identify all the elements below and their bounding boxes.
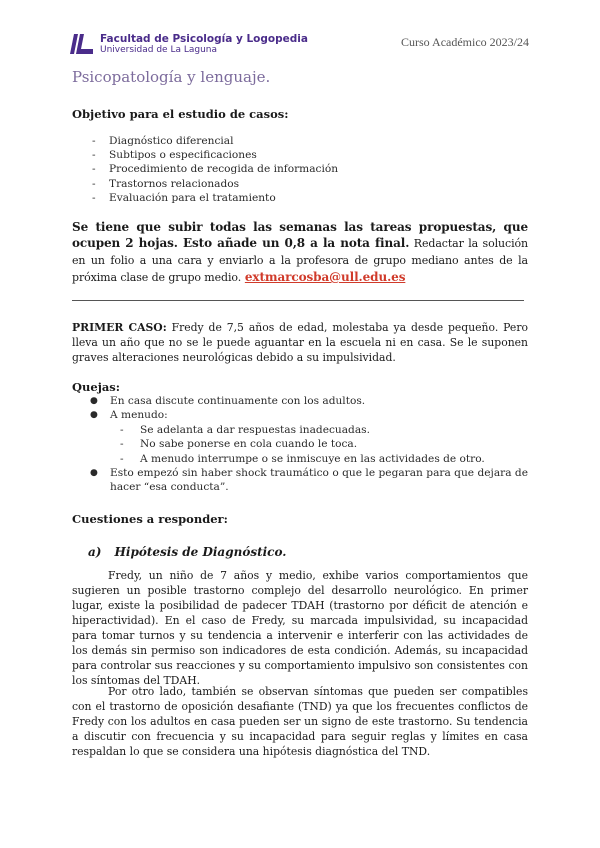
list-item: - Diagnóstico diferencial xyxy=(92,134,512,148)
course-year: Curso Académico 2023/24 xyxy=(401,35,529,49)
subject-title: Psicopatología y lenguaje. xyxy=(72,68,271,86)
complaints-sublist xyxy=(120,423,528,466)
list-item: - Procedimiento de recogida de información xyxy=(92,162,512,176)
answer-paragraph-2: Por otro lado, también se observan síntomas que pueden ser compatibles con el trastorno de oposición desafiante (TND) ya que los frecuentes conflictos de Fredy con los adultos en casa pueden ser un signo de este trastorno. Su tendencia a discutir con frecuencia y su incapacidad para seguir reglas y límites en casa respaldan lo que se considera una hipótesis diagnóstica del TND. xyxy=(72,685,528,758)
university-logo xyxy=(70,32,308,56)
list-item: ● En casa discute continuamente con los adultos. xyxy=(90,394,528,408)
hypothesis-label: a) xyxy=(88,545,102,559)
case-label: PRIMER CASO: xyxy=(72,321,167,334)
objective-list xyxy=(92,134,512,205)
hypothesis-title: Hipótesis de Diagnóstico. xyxy=(114,545,287,559)
answer-paragraph-1: Fredy, un niño de 7 años y medio, exhibe varios comportamientos que sugieren un posible trastorno complejo del desarrollo neurológico. En primer lugar, existe la posibilidad de padecer TDAH (trastorno por déficit de atención e hiperactividad). En el caso de Fredy, su marcada impulsividad, su incapacidad para tomar turnos y su tendencia a intervenir e interferir con las actividades de los demás sin permiso son indicadores de esta condición. Además, su incapacidad para controlar sus reacciones y su comportamiento impulsivo son consistentes con los síntomas del TDAH. xyxy=(72,569,528,687)
list-item: - No sabe ponerse en cola cuando le toca. xyxy=(120,437,528,451)
complaints-heading: Quejas: xyxy=(72,380,121,394)
list-item-label: A menudo: xyxy=(110,409,168,422)
hypothesis-heading xyxy=(88,541,286,560)
list-item: - A menudo interrumpe o se inmiscuye en las actividades de otro. xyxy=(120,452,528,466)
case-paragraph xyxy=(72,321,528,365)
instructions-text: Redactar la solución en un folio a una cara y enviarlo a la profesora de grupo mediano antes de la próxima clase de grupo medio. xyxy=(72,237,528,284)
list-item: ● Esto empezó sin haber shock traumático o que le pegaran para que dejara de hacer “esa conducta”. xyxy=(90,466,528,495)
instructions-bold: Se tiene que subir todas las semanas las tareas propuestas, que ocupen 2 hojas. Esto añade un 0,8 a la nota final. xyxy=(72,220,528,250)
complaints-list xyxy=(90,394,528,495)
university-name: Universidad de La Laguna xyxy=(100,45,218,55)
questions-heading: Cuestiones a responder: xyxy=(72,512,228,526)
ull-logo-icon xyxy=(70,34,94,54)
list-item: - Subtipos o especificaciones xyxy=(92,148,512,162)
case-text: Fredy de 7,5 años de edad, molestaba ya desde pequeño. Pero lleva un año que no se le puede aguantar en la escuela ni en casa. Se le suponen graves alteraciones neurológicas debido a su impulsividad. xyxy=(72,321,528,364)
list-item xyxy=(90,408,528,466)
email-link[interactable]: extmarcosba@ull.edu.es xyxy=(244,270,406,284)
divider xyxy=(72,300,524,301)
objective-heading: Objetivo para el estudio de casos: xyxy=(72,107,289,121)
list-item: - Evaluación para el tratamiento xyxy=(92,191,512,205)
instructions-paragraph xyxy=(72,219,528,286)
faculty-name: Facultad de Psicología y Logopedia xyxy=(100,33,308,45)
list-item: - Trastornos relacionados xyxy=(92,177,512,191)
list-item: - Se adelanta a dar respuestas inadecuadas. xyxy=(120,423,528,437)
